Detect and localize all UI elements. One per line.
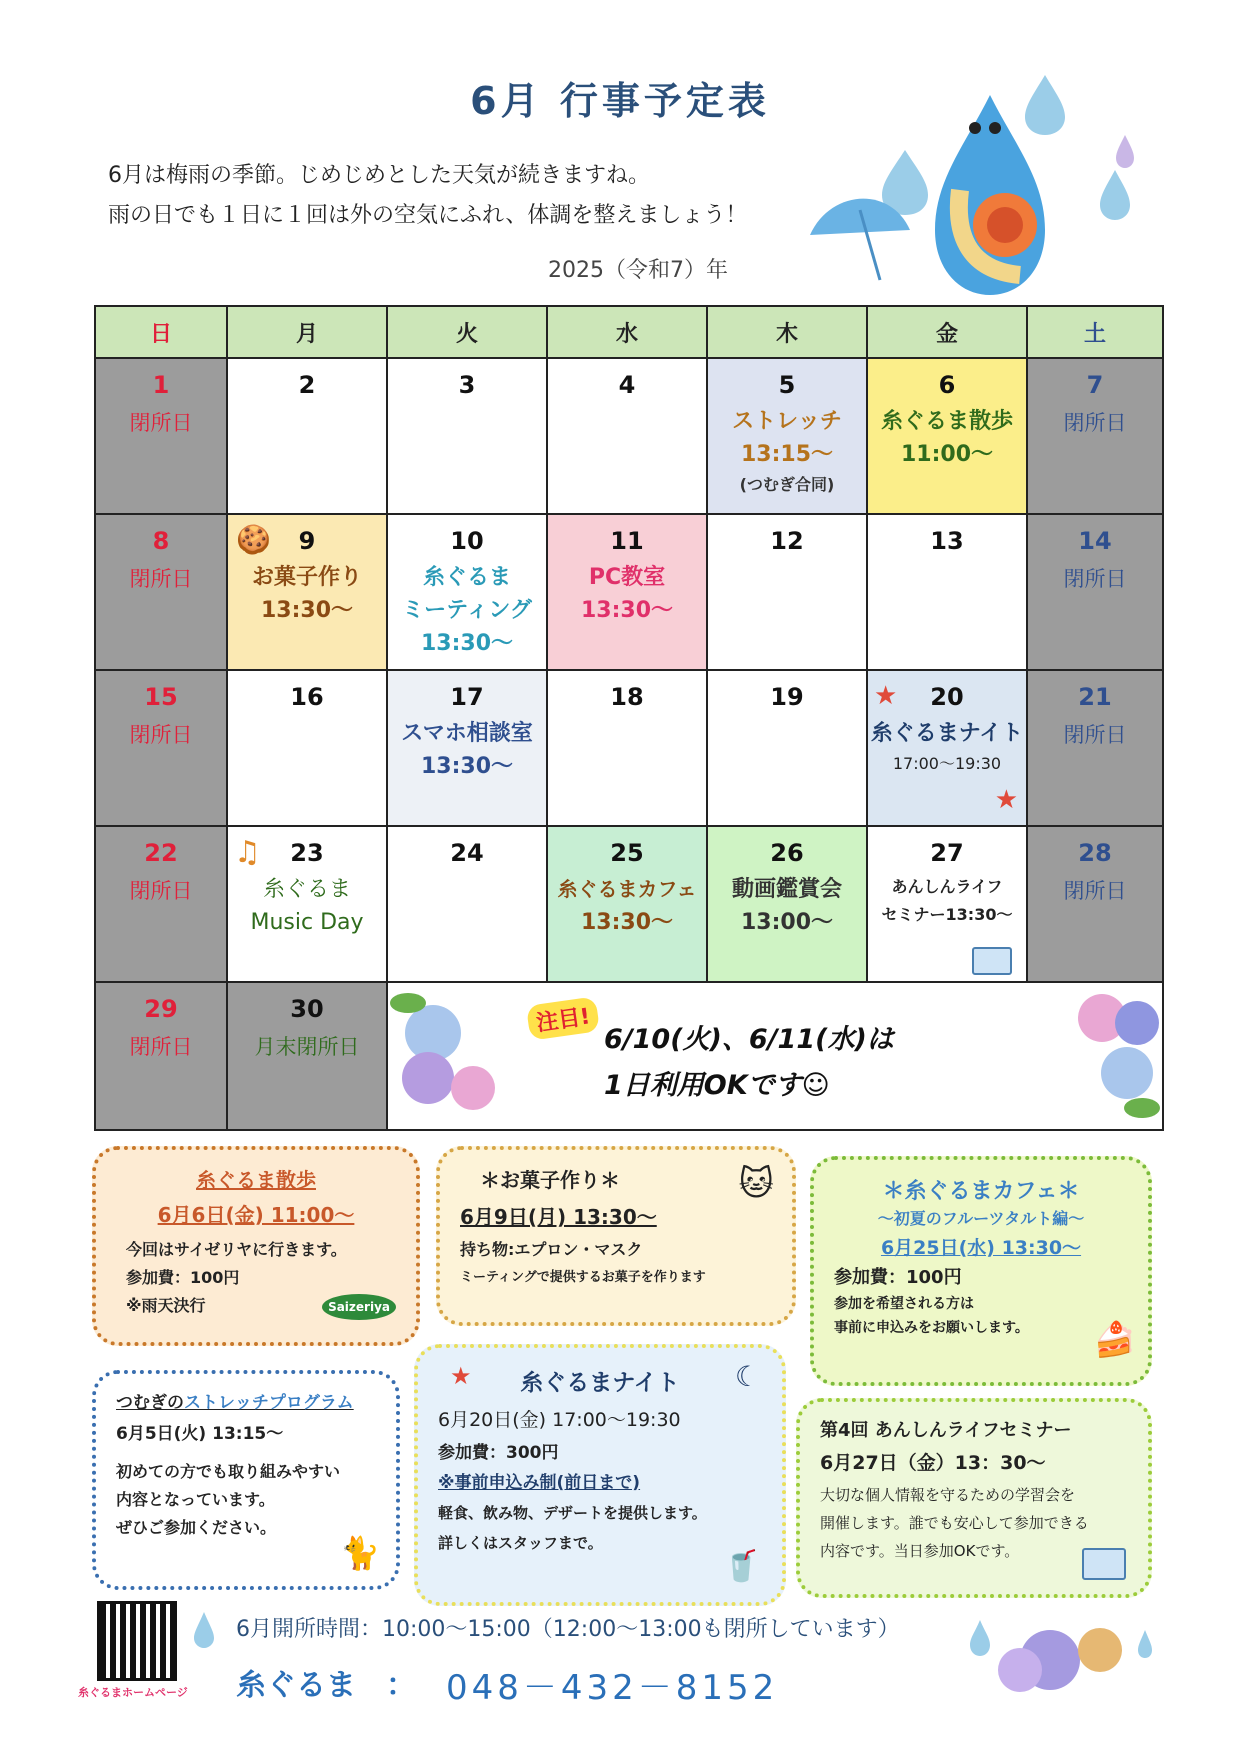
- day-number: 17: [450, 683, 484, 711]
- box-line: 参加を希望される方は: [834, 1296, 974, 1312]
- box-title-prefix: つむぎの: [116, 1393, 184, 1413]
- day-cell-26: [707, 826, 867, 982]
- day-cell-19: [707, 670, 867, 826]
- box-title: 第4回 あんしんライフセミナー: [820, 1420, 1072, 1441]
- day-number: 25: [610, 839, 644, 867]
- day-number: 11: [610, 527, 644, 555]
- day-number: 3: [458, 371, 476, 399]
- day-number: 30: [290, 995, 324, 1023]
- weekday-thu: 木: [707, 306, 867, 358]
- event-title: あんしんライフ: [891, 877, 1003, 896]
- calendar-week-row: [95, 514, 1163, 670]
- intro-line-2: 雨の日でも１日に１回は外の空気にふれ、体調を整えましょう！: [108, 203, 748, 228]
- closed-label: 閉所日: [129, 879, 193, 903]
- drinks-icon: 🥤: [722, 1549, 760, 1584]
- event-title: 糸ぐるま: [262, 877, 351, 902]
- calendar-week-row: [95, 358, 1163, 514]
- event-time: 13:00～: [740, 910, 834, 935]
- event-time: セミナー13:30～: [881, 905, 1013, 924]
- calendar-table: [94, 305, 1164, 1131]
- intro-text: [108, 156, 747, 236]
- phone-number: 048－432－8152: [446, 1668, 779, 1708]
- box-date: 6月27日（金）13：30～: [820, 1452, 1046, 1474]
- day-number: 10: [450, 527, 484, 555]
- box-line: 大切な個人情報を守るための学習会を: [820, 1486, 1076, 1504]
- weekday-mon: 月: [227, 306, 387, 358]
- year-label: 2025（令和7）年: [548, 258, 728, 283]
- raindrop-icon: [194, 1612, 214, 1648]
- day-number: 13: [930, 527, 964, 555]
- event-title: 糸ぐるまナイト: [870, 721, 1024, 746]
- event-time: 13:30～: [580, 598, 674, 623]
- star-icon: ★: [994, 785, 1018, 815]
- closed-label: 閉所日: [1063, 411, 1127, 435]
- day-number: 24: [450, 839, 484, 867]
- box-line: 初めての方でも取り組みやすい: [116, 1462, 341, 1481]
- weekday-tue: 火: [387, 306, 547, 358]
- notice-line-1: 6/10(火)、6/11(水)は: [604, 1024, 894, 1055]
- box-line: 内容となっています。: [116, 1490, 275, 1509]
- weekday-sat: 土: [1027, 306, 1163, 358]
- day-number: 4: [618, 371, 636, 399]
- day-number: 23: [290, 839, 324, 867]
- day-number: 21: [1078, 683, 1112, 711]
- closed-label: 閉所日: [129, 411, 193, 435]
- seminar-info-box: [796, 1398, 1152, 1598]
- event-time: 13:30～: [580, 910, 674, 935]
- box-line: 参加費：300円: [438, 1443, 559, 1463]
- day-number: 16: [290, 683, 324, 711]
- event-title: PC教室: [588, 565, 666, 590]
- walk-info-box: [92, 1146, 420, 1346]
- day-number: 29: [144, 995, 178, 1023]
- org-name: 糸ぐるま ：: [236, 1668, 416, 1703]
- box-line: ※雨天決行: [126, 1296, 206, 1315]
- calendar-week-row: [95, 982, 1163, 1130]
- intro-line-1: 6月は梅雨の季節。じめじめとした天気が続きますね。: [108, 163, 650, 188]
- day-cell-30: [227, 982, 387, 1130]
- day-cell-7: [1027, 358, 1163, 514]
- day-number: 19: [770, 683, 804, 711]
- event-time: 13:15～: [740, 442, 834, 467]
- closed-label: 閉所日: [129, 1035, 193, 1059]
- closed-label: 閉所日: [1063, 567, 1127, 591]
- day-cell-21: [1027, 670, 1163, 826]
- closed-label: 閉所日: [1063, 879, 1127, 903]
- day-cell-8: [95, 514, 227, 670]
- event-time: 13:30～: [420, 631, 514, 656]
- box-date: 6月9日(月) 13:30～: [460, 1205, 657, 1229]
- hydrangea-illustration: [388, 983, 508, 1125]
- day-cell-25: [547, 826, 707, 982]
- laptop-icon: [1082, 1548, 1126, 1580]
- day-cell-14: [1027, 514, 1163, 670]
- event-title-2: ミーティング: [402, 598, 532, 623]
- box-line: 開催します。誰でも安心して参加できる: [820, 1514, 1089, 1532]
- box-line: ぜひご参加ください。: [116, 1518, 277, 1537]
- day-cell-17: [387, 670, 547, 826]
- weekday-sun: 日: [95, 306, 227, 358]
- weekday-fri: 金: [867, 306, 1027, 358]
- box-line: 詳しくはスタッフまで。: [438, 1534, 603, 1552]
- box-date: 6月25日(水) 13:30～: [880, 1237, 1082, 1259]
- day-number: 7: [1086, 371, 1104, 399]
- day-number: 20: [930, 683, 964, 711]
- day-cell-18: [547, 670, 707, 826]
- box-line: 軽食、飲み物、デザートを提供します。: [438, 1504, 707, 1522]
- event-time: 13:30～: [420, 754, 514, 779]
- day-cell-6: [867, 358, 1027, 514]
- day-number: 18: [610, 683, 644, 711]
- day-cell-3: [387, 358, 547, 514]
- day-number: 26: [770, 839, 804, 867]
- event-time: 13:30～: [260, 598, 354, 623]
- event-title-2: Music Day: [250, 910, 364, 935]
- day-number: 6: [938, 371, 956, 399]
- cat-chef-icon: 🐱: [738, 1164, 774, 1204]
- event-title: 動画鑑賞会: [731, 877, 842, 902]
- opening-hours: 6月開所時間：10:00～15:00（12:00～13:00も閉所しています）: [236, 1617, 900, 1642]
- day-cell-16: [227, 670, 387, 826]
- event-title: お菓子作り: [251, 565, 362, 590]
- day-cell-29: [95, 982, 227, 1130]
- cafe-info-box: [810, 1156, 1152, 1386]
- box-line: 参加費：100円: [834, 1267, 962, 1288]
- star-icon: ★: [874, 681, 898, 711]
- weekday-wed: 水: [547, 306, 707, 358]
- day-cell-24: [387, 826, 547, 982]
- box-date: 6月5日(火) 13:15～: [116, 1424, 284, 1444]
- box-line: 参加費：100円: [126, 1268, 240, 1287]
- sweets-info-box: [436, 1146, 796, 1326]
- event-title: 糸ぐるま散歩: [880, 409, 1013, 434]
- box-date: 6月6日(金) 11:00～: [157, 1203, 355, 1227]
- box-subtitle: ～初夏のフルーツタルト編～: [877, 1209, 1085, 1228]
- saizeriya-logo: Saizeriya: [322, 1294, 396, 1320]
- notice-text: [604, 1017, 894, 1109]
- cookie-icon: 🍪: [236, 523, 271, 556]
- qr-caption: 糸ぐるまホームページ: [78, 1686, 188, 1699]
- day-number: 5: [778, 371, 796, 399]
- day-cell-22: [95, 826, 227, 982]
- box-line: 今回はサイゼリヤに行きます。: [126, 1240, 347, 1259]
- event-note: (つむぎ合同): [739, 475, 835, 494]
- closed-label: 閉所日: [129, 567, 193, 591]
- box-line: ミーティングで提供するお菓子を作ります: [460, 1270, 706, 1285]
- day-number: 27: [930, 839, 964, 867]
- box-line: 内容です。当日参加OKです。: [820, 1542, 1020, 1560]
- day-cell-15: [95, 670, 227, 826]
- day-cell-20: [867, 670, 1027, 826]
- hydrangea-illustration: [1042, 983, 1162, 1125]
- day-number: 1: [152, 371, 170, 399]
- page-title: 6月 行事予定表: [470, 79, 770, 123]
- laptop-icon: [972, 947, 1012, 975]
- qr-code[interactable]: [100, 1604, 174, 1678]
- day-number: 2: [298, 371, 316, 399]
- hydrangea-snail-illustration: [960, 1600, 1160, 1700]
- box-date: 6月20日(金) 17:00～19:30: [438, 1409, 681, 1431]
- day-cell-10: [387, 514, 547, 670]
- day-cell-4: [547, 358, 707, 514]
- box-title: ＊お菓子作り＊: [480, 1168, 620, 1192]
- day-number: 28: [1078, 839, 1112, 867]
- box-title: ストレッチプログラム: [184, 1393, 354, 1413]
- day-number: 12: [770, 527, 804, 555]
- notice-cell: [387, 982, 1163, 1130]
- box-line: ※事前申込み制(前日まで): [438, 1473, 641, 1493]
- box-title: 糸ぐるま散歩: [196, 1168, 316, 1192]
- event-title: スマホ相談室: [401, 721, 533, 746]
- day-cell-23: [227, 826, 387, 982]
- day-cell-2: [227, 358, 387, 514]
- event-time: 17:00～19:30: [892, 754, 1002, 773]
- night-info-box: [414, 1344, 786, 1606]
- day-cell-13: [867, 514, 1027, 670]
- box-title: ＊糸ぐるまカフェ＊: [882, 1179, 1080, 1204]
- day-number: 15: [144, 683, 178, 711]
- closed-label: 閉所日: [1063, 723, 1127, 747]
- event-title: 糸ぐるまカフェ: [557, 877, 697, 901]
- fruit-tart-icon: 🍰: [1093, 1320, 1136, 1360]
- event-time: 11:00～: [900, 442, 994, 467]
- calendar-week-row: [95, 826, 1163, 982]
- star-icon: ★: [450, 1362, 472, 1390]
- event-title: 糸ぐるま: [422, 565, 511, 590]
- box-line: 持ち物:エプロン・マスク: [460, 1240, 643, 1259]
- box-line: 事前に申込みをお願いします。: [834, 1320, 1029, 1336]
- stretching-cat-icon: 🐈: [340, 1534, 380, 1572]
- notice-line-2: 1日利用OKです☺: [604, 1070, 830, 1101]
- calendar-week-row: [95, 670, 1163, 826]
- day-number: 22: [144, 839, 178, 867]
- stretch-info-box: [92, 1370, 400, 1590]
- day-cell-9: [227, 514, 387, 670]
- day-cell-28: [1027, 826, 1163, 982]
- day-cell-12: [707, 514, 867, 670]
- moon-icon: ☾: [734, 1360, 760, 1393]
- notice-badge: 注目!: [526, 996, 600, 1040]
- closed-label: 閉所日: [129, 723, 193, 747]
- day-number: 14: [1078, 527, 1112, 555]
- event-title: ストレッチ: [732, 409, 842, 434]
- weekday-header-row: [95, 306, 1163, 358]
- closed-label: 月末閉所日: [254, 1035, 360, 1059]
- day-cell-1: [95, 358, 227, 514]
- day-number: 9: [298, 527, 316, 555]
- day-cell-11: [547, 514, 707, 670]
- music-note-icon: ♫: [234, 835, 261, 870]
- day-cell-27: [867, 826, 1027, 982]
- day-cell-5: [707, 358, 867, 514]
- day-number: 8: [152, 527, 170, 555]
- box-title: 糸ぐるまナイト: [520, 1370, 680, 1396]
